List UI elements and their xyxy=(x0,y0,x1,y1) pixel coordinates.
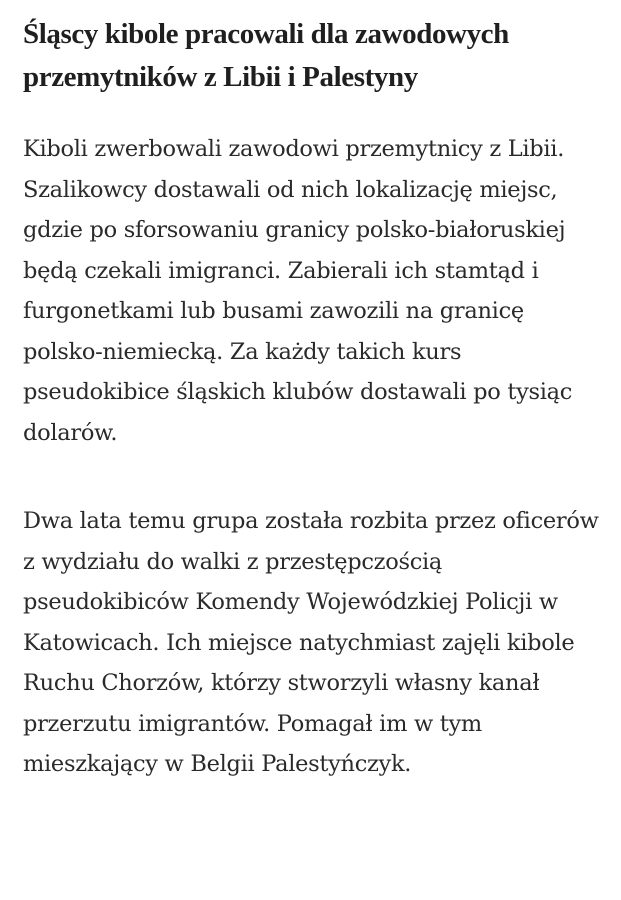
article-paragraph: Dwa lata temu grupa została rozbita przez oficerów z wydziału do walki z przestępczością pseudokibiców Komendy Wojewódzkiej Policji w Katowicach. Ich miejsce natychmiast zajęli kibole Ruchu Chorzów, którzy stworzyli własny kanał przerzutu imigrantów. Pomagał im w tym mieszkający w Belgii Palestyńczyk. xyxy=(23,508,599,777)
article-paragraph: Kiboli zwerbowali zawodowi przemytnicy z Libii. Szalikowcy dostawali od nich lokalizację miejsc, gdzie po sforsowaniu granicy polsko-białoruskiej będą czekali imigranci. Zabierali ich stamtąd i furgonetkami lub busami zawozili na granicę polsko-niemiecką. Za każdy takich kurs pseudokibice śląskich klubów dostawali po tysiąc dolarów. xyxy=(23,136,573,446)
article xyxy=(23,0,603,785)
article-headline: Śląscy kibole pracowali dla zawodowych przemytników z Libii i Palestyny xyxy=(23,18,509,93)
